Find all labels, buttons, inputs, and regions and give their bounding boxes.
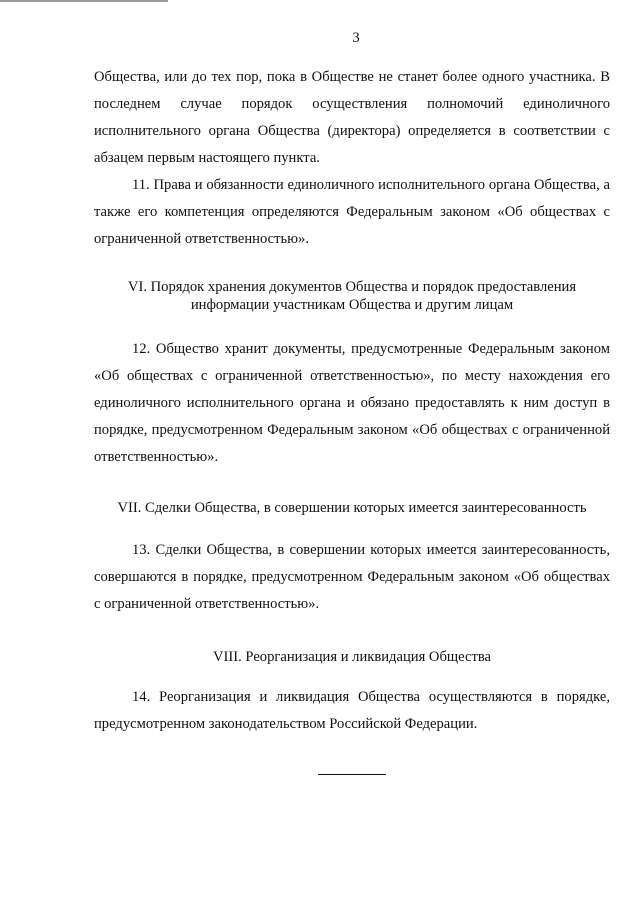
paragraph-continuation: Общества, или до тех пор, пока в Обществе не станет более одного участника. В последнем случае порядок осуществления полномочий единоличного исполнительного органа Общества (директора) определяется в соответствии с абзацем первым настоящего пункта. <box>94 69 610 166</box>
paragraph-13: 13. Сделки Общества, в совершении которых имеется заинтересованность, совершаются в порядке, предусмотренном Федеральным законом «Об обществах с ограниченной ответственностью». <box>94 542 610 612</box>
scan-top-edge-line <box>0 0 168 2</box>
paragraph-12: 12. Общество хранит документы, предусмотренные Федеральным законом «Об обществах с ограниченной ответственностью», по месту нахождения его единоличного исполнительного органа и обязано предоставлять к ним доступ в порядке, предусмотренном Федеральным законом «Об обществах с ограниченной ответственностью». <box>94 341 610 465</box>
end-separator-line <box>318 774 386 775</box>
section-heading-6: VI. Порядок хранения документов Общества и порядок предоставления информации участникам Общества и другим лицам <box>127 279 577 313</box>
section-heading-8: VIII. Реорганизация и ликвидация Общества <box>212 649 491 665</box>
paragraph-11: 11. Права и обязанности единоличного исполнительного органа Общества, а также его компетенция определяются Федеральным законом «Об обществах с ограниченной ответственностью». <box>94 177 610 247</box>
section-heading-7: VII. Сделки Общества, в совершении которых имеется заинтересованность <box>117 500 587 516</box>
document-page <box>94 30 610 775</box>
paragraph-14: 14. Реорганизация и ликвидация Общества осуществляются в порядке, предусмотренном законодательством Российской Федерации. <box>94 689 610 732</box>
page-number: 3 <box>352 30 360 46</box>
